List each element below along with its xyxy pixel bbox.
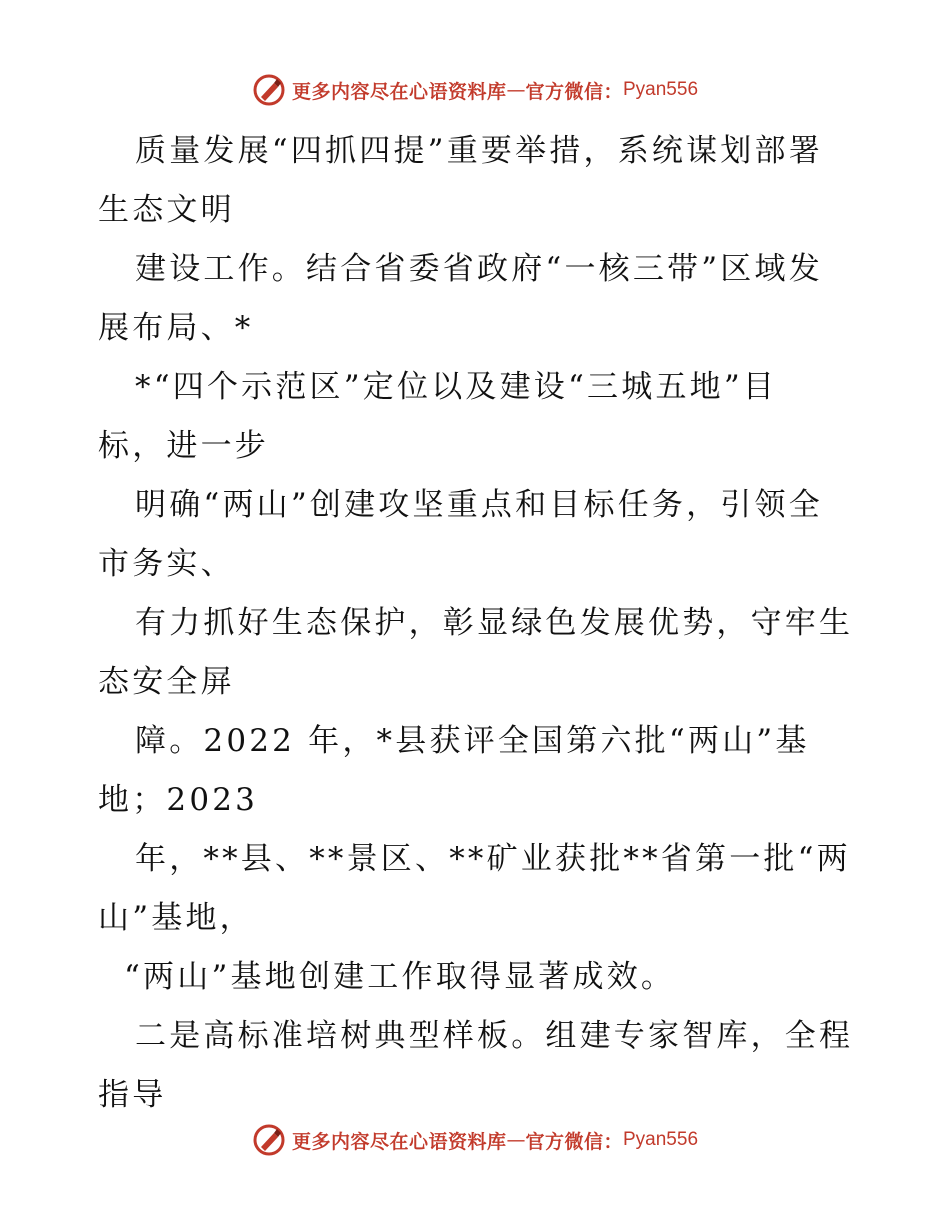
text-line: 山”基地， <box>98 900 254 936</box>
watermark-contact-id: Pyan556 <box>623 79 699 100</box>
text-line: 年，**县、**景区、**矿业获批**省第一批“两 <box>135 841 851 877</box>
watermark-brand: 更多内容尽在心语资料库 <box>291 1130 507 1153</box>
text-line: 有力抓好生态保护，彰显绿色发展优势，守牢生 <box>135 605 854 641</box>
watermark-contact-label: 官方微信： <box>525 1130 623 1153</box>
watermark-brand: 更多内容尽在心语资料库 <box>291 80 507 103</box>
header-watermark <box>0 70 950 110</box>
watermark-contact-label: 官方微信： <box>525 80 623 103</box>
text-line: 建设工作。结合省委省政府“一核三带”区域发 <box>135 251 823 287</box>
watermark-dash: — <box>506 79 526 101</box>
document-body <box>98 122 858 1125</box>
text-line: 生态文明 <box>98 192 235 228</box>
footer-watermark <box>0 1120 950 1160</box>
brand-logo-icon <box>252 1123 286 1157</box>
text-line: 标，进一步 <box>98 428 269 464</box>
watermark-dash: — <box>506 1129 526 1151</box>
text-line: 二是高标准培树典型样板。组建专家智库，全程 <box>135 1018 854 1054</box>
text-line: *“四个示范区”定位以及建设“三城五地”目 <box>135 369 778 405</box>
text-line: 障。2022 年，*县获评全国第六批“两山”基 <box>135 723 810 759</box>
text-line: 市务实、 <box>98 546 235 582</box>
watermark-contact-id: Pyan556 <box>623 1129 699 1150</box>
text-line: 质量发展“四抓四提”重要举措，系统谋划部署 <box>135 133 823 169</box>
text-line: “两山”基地创建工作取得显著成效。 <box>124 959 676 995</box>
text-line: 指导 <box>98 1077 167 1113</box>
text-line: 明确“两山”创建攻坚重点和目标任务，引领全 <box>135 487 823 523</box>
text-line: 地；2023 <box>98 782 259 818</box>
text-line: 态安全屏 <box>98 664 235 700</box>
text-line: 展布局、* <box>98 310 254 346</box>
brand-logo-icon <box>252 73 286 107</box>
